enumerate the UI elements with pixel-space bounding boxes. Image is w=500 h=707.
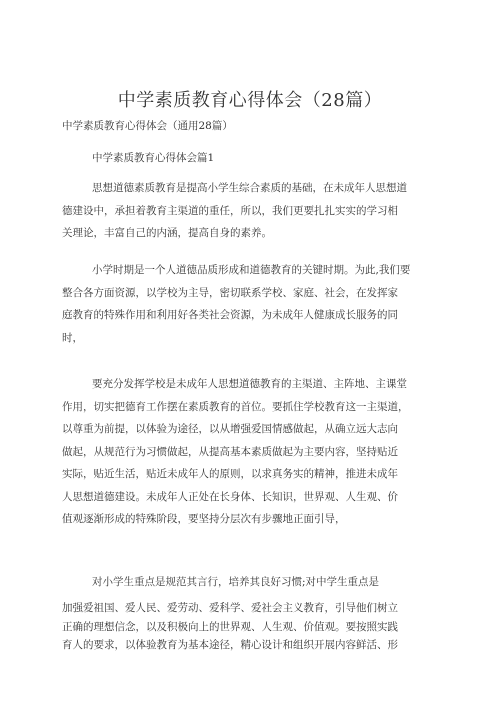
document-title: 中学素质教育心得体会（28篇） — [117, 90, 383, 111]
paragraph-line: 德建设中，承担着教育主渠道的重任，所以，我们更要扎扎实实的学习相 — [62, 204, 398, 217]
paragraph-line: 作用，切实把德育工作摆在素质教育的首位。要抓住学校教育这一主渠道， — [62, 400, 409, 413]
paragraph-1 — [62, 180, 442, 248]
paragraph-line: 做起，从规范行为习惯做起，从提高基本素质做起为主要内容，坚持贴近 — [62, 445, 398, 458]
paragraph-4 — [62, 574, 442, 597]
paragraph-line: 正确的理想信念，以及积极向上的世界观、人生观、价值观。要按照实践 — [62, 620, 398, 633]
paragraph-line: 思想道德素质教育是提高小学生综合素质的基础，在未成年人思想道 — [92, 182, 407, 194]
paragraph-line: 要充分发挥学校是未成年人思想道德教育的主渠道、主阵地、主课堂 — [92, 378, 407, 390]
paragraph-line: 以尊重为前提，以体验为途径，以从增强爱国情感做起，从确立远大志向 — [62, 423, 398, 435]
paragraph-line: 小学时期是一个人道德品质形成和道德教育的关键时期。为此,我们要 — [92, 264, 411, 276]
paragraph-line: 值观逐渐形成的特殊阶段，要坚持分层次有步骤地正面引导， — [62, 513, 346, 525]
paragraph-line: 整合各方面资源，以学校为主导，密切联系学校、家庭、社会，在发挥家 — [62, 286, 398, 299]
paragraph-line: 关理论，丰富自己的内涵，提高自身的素养。 — [62, 227, 272, 239]
section-heading: 中学素质教育心得体会篇1 — [92, 152, 215, 164]
paragraph-line: 育人的要求，以体验教育为基本途径，精心设计和组织开展内容鲜活、形 — [62, 639, 398, 651]
paragraph-5 — [62, 600, 442, 656]
paragraph-line: 庭教育的特殊作用和利用好各类社会资源，为未成年人健康成长服务的同 — [62, 309, 398, 321]
paragraph-3 — [62, 376, 442, 534]
document-subtitle: 中学素质教育心得体会（通用28篇） — [62, 120, 233, 132]
paragraph-line: 时， — [62, 331, 83, 344]
paragraph-line: 对小学生重点是规范其言行，培养其良好习惯;对中学生重点是 — [92, 576, 380, 588]
paragraph-2 — [62, 262, 442, 352]
paragraph-line: 人思想道德建设。未成年人正处在长身体、长知识，世界观、人生观、价 — [62, 490, 398, 503]
paragraph-line: 实际，贴近生活，贴近未成年人的原则，以求真务实的精神，推进未成年 — [62, 468, 398, 480]
paragraph-line: 加强爱祖国、爱人民、爱劳动、爱科学、爱社会主义教育，引导他们树立 — [62, 602, 398, 614]
